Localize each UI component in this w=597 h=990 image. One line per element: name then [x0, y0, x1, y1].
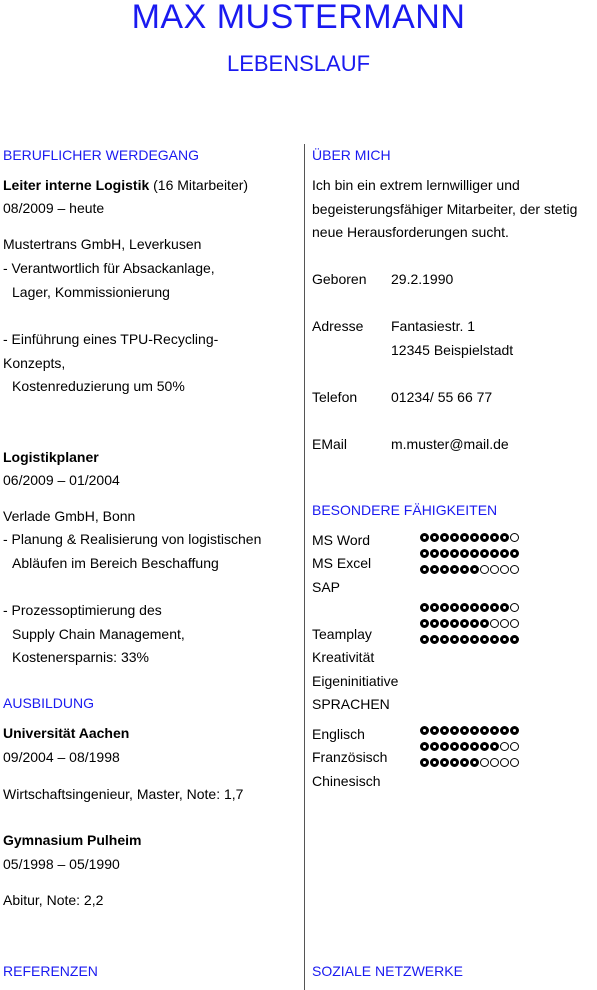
skill-label: Teamplay	[312, 626, 372, 642]
rating-dot-filled	[460, 603, 469, 612]
rating-dot-filled	[450, 635, 459, 644]
job2-line: Kostenersparnis: 33%	[12, 649, 149, 665]
rating-dot-filled	[440, 533, 449, 542]
rating-dot-empty	[510, 533, 519, 542]
rating-dot-filled	[460, 619, 469, 628]
address-line1: Fantasiestr. 1	[391, 318, 476, 334]
phone-value: 01234/ 55 66 77	[391, 389, 493, 405]
rating-dot-filled	[460, 635, 469, 644]
career-heading: BERUFLICHER WERDEGANG	[3, 147, 200, 163]
rating-dot-filled	[500, 533, 509, 542]
job1-company: Mustertrans GmbH, Leverkusen	[3, 236, 202, 252]
born-label: Geboren	[312, 271, 367, 287]
rating-dot-filled	[440, 635, 449, 644]
language-label: Französisch	[312, 749, 388, 765]
rating-dot-filled	[480, 603, 489, 612]
rating-dot-filled	[440, 565, 449, 574]
rating-dot-empty	[500, 758, 509, 767]
rating-dot-filled	[480, 635, 489, 644]
rating-dot-filled	[500, 603, 509, 612]
rating-dot-filled	[470, 758, 479, 767]
rating-dots	[420, 533, 519, 545]
job1-line: - Verantwortlich für Absackanlage,	[3, 260, 215, 276]
rating-dot-filled	[450, 603, 459, 612]
skill-label: MS Excel	[312, 555, 372, 571]
rating-dot-filled	[470, 603, 479, 612]
about-text-line: Ich bin ein extrem lernwilliger und	[312, 177, 520, 193]
rating-dot-filled	[440, 549, 449, 558]
rating-dot-empty	[490, 619, 499, 628]
school2-name: Gymnasium Pulheim	[3, 832, 142, 848]
skill-label: Eigeninitiative	[312, 673, 399, 689]
rating-dot-filled	[430, 533, 439, 542]
about-text-line: neue Herausforderungen sucht.	[312, 224, 509, 240]
rating-dot-filled	[420, 758, 429, 767]
address-line2: 12345 Beispielstadt	[391, 342, 514, 358]
rating-dot-filled	[450, 742, 459, 751]
rating-dot-filled	[420, 726, 429, 735]
rating-dot-filled	[430, 635, 439, 644]
rating-dot-empty	[510, 742, 519, 751]
rating-dot-filled	[510, 726, 519, 735]
rating-dot-filled	[510, 549, 519, 558]
rating-dot-filled	[460, 726, 469, 735]
language-label: Chinesisch	[312, 773, 381, 789]
rating-dot-filled	[420, 742, 429, 751]
job2-title: Logistikplaner	[3, 449, 99, 465]
rating-dot-filled	[430, 726, 439, 735]
rating-dot-empty	[490, 565, 499, 574]
social-heading: SOZIALE NETZWERKE	[312, 963, 463, 979]
job1-title-line	[3, 177, 248, 194]
rating-dot-filled	[440, 603, 449, 612]
rating-dot-filled	[470, 619, 479, 628]
rating-dot-filled	[490, 533, 499, 542]
job1-title-suffix: (16 Mitarbeiter)	[149, 177, 249, 193]
school1-dates: 09/2004 – 08/1998	[3, 749, 120, 765]
rating-dot-empty	[500, 742, 509, 751]
address-label: Adresse	[312, 318, 364, 334]
rating-dot-filled	[420, 565, 429, 574]
rating-dots	[420, 758, 519, 770]
skills-heading: BESONDERE FÄHIGKEITEN	[312, 502, 498, 518]
rating-dot-filled	[460, 758, 469, 767]
rating-dot-filled	[490, 742, 499, 751]
rating-dot-filled	[420, 603, 429, 612]
rating-dot-filled	[430, 742, 439, 751]
job2-line: Supply Chain Management,	[12, 626, 185, 642]
rating-dot-filled	[470, 565, 479, 574]
rating-dot-filled	[420, 549, 429, 558]
job1-line: - Einführung eines TPU-Recycling-	[3, 331, 219, 347]
rating-dot-empty	[500, 565, 509, 574]
rating-dot-filled	[500, 635, 509, 644]
language-label: Englisch	[312, 726, 365, 742]
resume-name: MAX MUSTERMANN	[131, 0, 466, 36]
school2-detail: Abitur, Note: 2,2	[3, 892, 104, 908]
job1-line: Kostenreduzierung um 50%	[12, 378, 185, 394]
rating-dot-filled	[490, 635, 499, 644]
about-heading: ÜBER MICH	[312, 147, 391, 163]
rating-dot-filled	[420, 635, 429, 644]
rating-dot-filled	[470, 726, 479, 735]
rating-dot-filled	[450, 533, 459, 542]
school2-dates: 05/1998 – 05/1990	[3, 856, 120, 872]
rating-dot-filled	[440, 619, 449, 628]
rating-dot-filled	[450, 726, 459, 735]
rating-dots	[420, 549, 519, 561]
rating-dots	[420, 742, 519, 754]
job2-dates: 06/2009 – 01/2004	[3, 472, 120, 488]
job2-line: - Planung & Realisierung von logistischen	[3, 531, 262, 547]
rating-dot-filled	[470, 742, 479, 751]
rating-dots	[420, 619, 519, 631]
rating-dot-empty	[480, 565, 489, 574]
references-heading: REFERENZEN	[3, 963, 98, 979]
rating-dot-empty	[510, 603, 519, 612]
skill-label: MS Word	[312, 532, 371, 548]
rating-dot-filled	[430, 619, 439, 628]
rating-dot-filled	[460, 533, 469, 542]
rating-dot-filled	[490, 603, 499, 612]
rating-dot-filled	[470, 635, 479, 644]
rating-dot-filled	[460, 565, 469, 574]
rating-dot-filled	[450, 758, 459, 767]
rating-dot-filled	[470, 549, 479, 558]
rating-dot-filled	[490, 549, 499, 558]
rating-dot-filled	[460, 742, 469, 751]
rating-dot-filled	[430, 565, 439, 574]
job1-line: Konzepts,	[3, 355, 66, 371]
school1-name: Universität Aachen	[3, 725, 130, 741]
rating-dot-filled	[480, 533, 489, 542]
rating-dot-filled	[440, 742, 449, 751]
column-divider	[304, 144, 305, 990]
rating-dot-filled	[500, 726, 509, 735]
rating-dots	[420, 726, 519, 738]
rating-dot-filled	[430, 549, 439, 558]
rating-dot-filled	[480, 726, 489, 735]
job2-line: Abläufen im Bereich Beschaffung	[12, 555, 219, 571]
rating-dots	[420, 565, 519, 577]
rating-dot-filled	[480, 742, 489, 751]
rating-dot-empty	[500, 619, 509, 628]
resume-subtitle: LEBENSLAUF	[226, 51, 371, 76]
rating-dot-filled	[470, 533, 479, 542]
rating-dot-empty	[510, 758, 519, 767]
rating-dot-filled	[440, 726, 449, 735]
born-value: 29.2.1990	[391, 271, 454, 287]
rating-dot-filled	[440, 758, 449, 767]
job1-title: Leiter interne Logistik	[3, 177, 150, 193]
job2-line: - Prozessoptimierung des	[3, 602, 162, 618]
languages-heading: SPRACHEN	[312, 696, 390, 712]
rating-dot-filled	[480, 619, 489, 628]
skill-label: Kreativität	[312, 649, 375, 665]
rating-dot-empty	[480, 758, 489, 767]
rating-dot-empty	[490, 758, 499, 767]
job2-company: Verlade GmbH, Bonn	[3, 508, 136, 524]
education-heading: AUSBILDUNG	[3, 695, 95, 711]
rating-dot-filled	[420, 533, 429, 542]
rating-dot-empty	[510, 565, 519, 574]
about-text-line: begeisterungsfähiger Mitarbeiter, der stetig	[312, 201, 578, 217]
rating-dot-filled	[460, 549, 469, 558]
rating-dot-filled	[420, 619, 429, 628]
rating-dot-filled	[450, 619, 459, 628]
rating-dot-filled	[500, 549, 509, 558]
job1-dates: 08/2009 – heute	[3, 200, 105, 216]
school1-detail: Wirtschaftsingenieur, Master, Note: 1,7	[3, 786, 244, 802]
phone-label: Telefon	[312, 389, 358, 405]
email-label: EMail	[312, 436, 348, 452]
rating-dot-filled	[510, 635, 519, 644]
rating-dot-filled	[430, 758, 439, 767]
rating-dot-filled	[450, 549, 459, 558]
skill-label: SAP	[312, 579, 341, 595]
rating-dot-filled	[490, 726, 499, 735]
rating-dots	[420, 635, 519, 647]
rating-dot-filled	[430, 603, 439, 612]
rating-dot-empty	[510, 619, 519, 628]
email-value[interactable]: m.muster@mail.de	[391, 436, 509, 452]
rating-dots	[420, 603, 519, 615]
job1-line: Lager, Kommissionierung	[12, 284, 170, 300]
rating-dot-filled	[480, 549, 489, 558]
rating-dot-filled	[450, 565, 459, 574]
